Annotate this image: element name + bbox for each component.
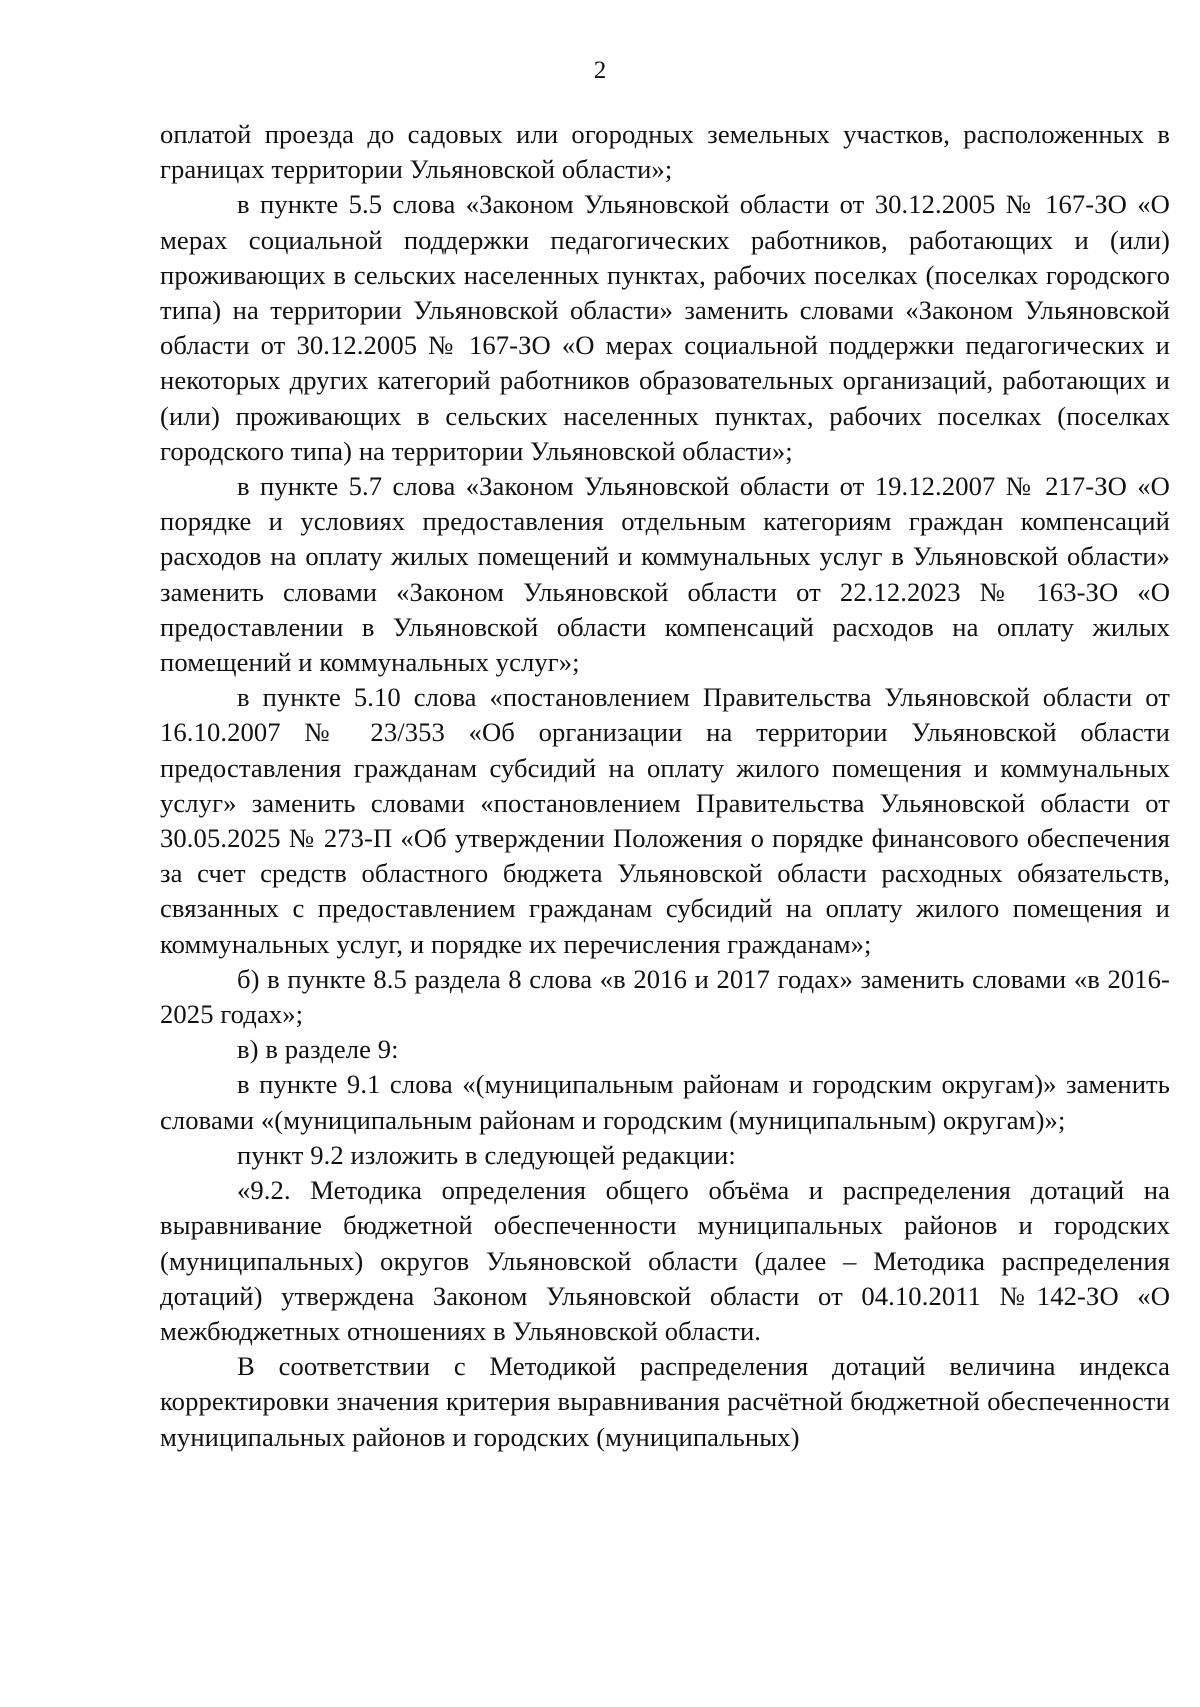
paragraph-6: в) в разделе 9: <box>237 1034 399 1065</box>
paragraph-5: б) в пункте 8.5 раздела 8 слова «в 2016 и 2017 годах» заменить словами «в 2016-2025 годах»; <box>160 963 1170 1030</box>
paragraph-3: в пункте 5.7 слова «Законом Ульяновской области от 19.12.2007 № 217-ЗО «О порядке и условиях предоставления отдельным категориям граждан компенсаций расходов на оплату жилых помещений и коммунальных услуг в Ульяновской области» заменить словами «Законом Ульяновской области от 22.12.2023 № 163-ЗО «О предоставлении в Ульяновской области компенсаций расходов на оплату жилых помещений и коммунальных услуг»; <box>160 471 1170 678</box>
paragraph-10: В соответствии с Методикой распределения дотаций величина индекса корректировки значения критерия выравнивания расчётной бюджетной обеспеченности муниципальных районов и городских (муниципальных) <box>160 1351 1170 1452</box>
paragraph-8: пункт 9.2 изложить в следующей редакции: <box>237 1139 736 1170</box>
page-number: 2 <box>593 57 607 84</box>
document-body <box>160 117 1170 1455</box>
paragraph-1: оплатой проезда до садовых или огородных земельных участков, расположенных в границах территории Ульяновской области»; <box>160 119 1170 185</box>
paragraph-7: в пункте 9.1 слова «(муниципальным районам и городским округам)» заменить словами «(муниципальным районам и городским (муниципальным) округам)»; <box>160 1069 1170 1135</box>
paragraph-9: «9.2. Методика определения общего объёма и распределения дотаций на выравнивание бюджетной обеспеченности муниципальных районов и городских (муниципальных) округов Ульяновской области (далее – Методика распределения дотаций) утверждена Законом Ульяновской области от 04.10.2011 №142-ЗО «О межбюджетных отношениях в Ульяновской области. <box>160 1175 1170 1346</box>
paragraph-2: в пункте 5.5 слова «Законом Ульяновской области от 30.12.2005 № 167-ЗО «О мерах социальной поддержки педагогических работников, работающих и (или) проживающих в сельских населенных пунктах, рабочих поселках (поселках городского типа) на территории Ульяновской области» заменить словами «Законом Ульяновской области от 30.12.2005 № 167-ЗО «О мерах социальной поддержки педагогических и некоторых других категорий работников образовательных организаций, работающих и (или) проживающих в сельских населенных пунктах, рабочих поселках (поселках городского типа) на территории Ульяновской области»; <box>160 189 1170 466</box>
paragraph-4: в пункте 5.10 слова «постановлением Правительства Ульяновской области от 16.10.2007 № 23/353 «Об организации на территории Ульяновской области предоставления гражданам субсидий на оплату жилого помещения и коммунальных услуг» заменить словами «постановлением Правительства Ульяновской области от 30.05.2025 № 273-П «Об утверждении Положения о порядке финансового обеспечения за счет средств областного бюджета Ульяновской области расходных обязательств, связанных с предоставлением гражданам субсидий на оплату жилого помещения и коммунальных услуг, и порядке их перечисления гражданам»; <box>160 682 1170 959</box>
